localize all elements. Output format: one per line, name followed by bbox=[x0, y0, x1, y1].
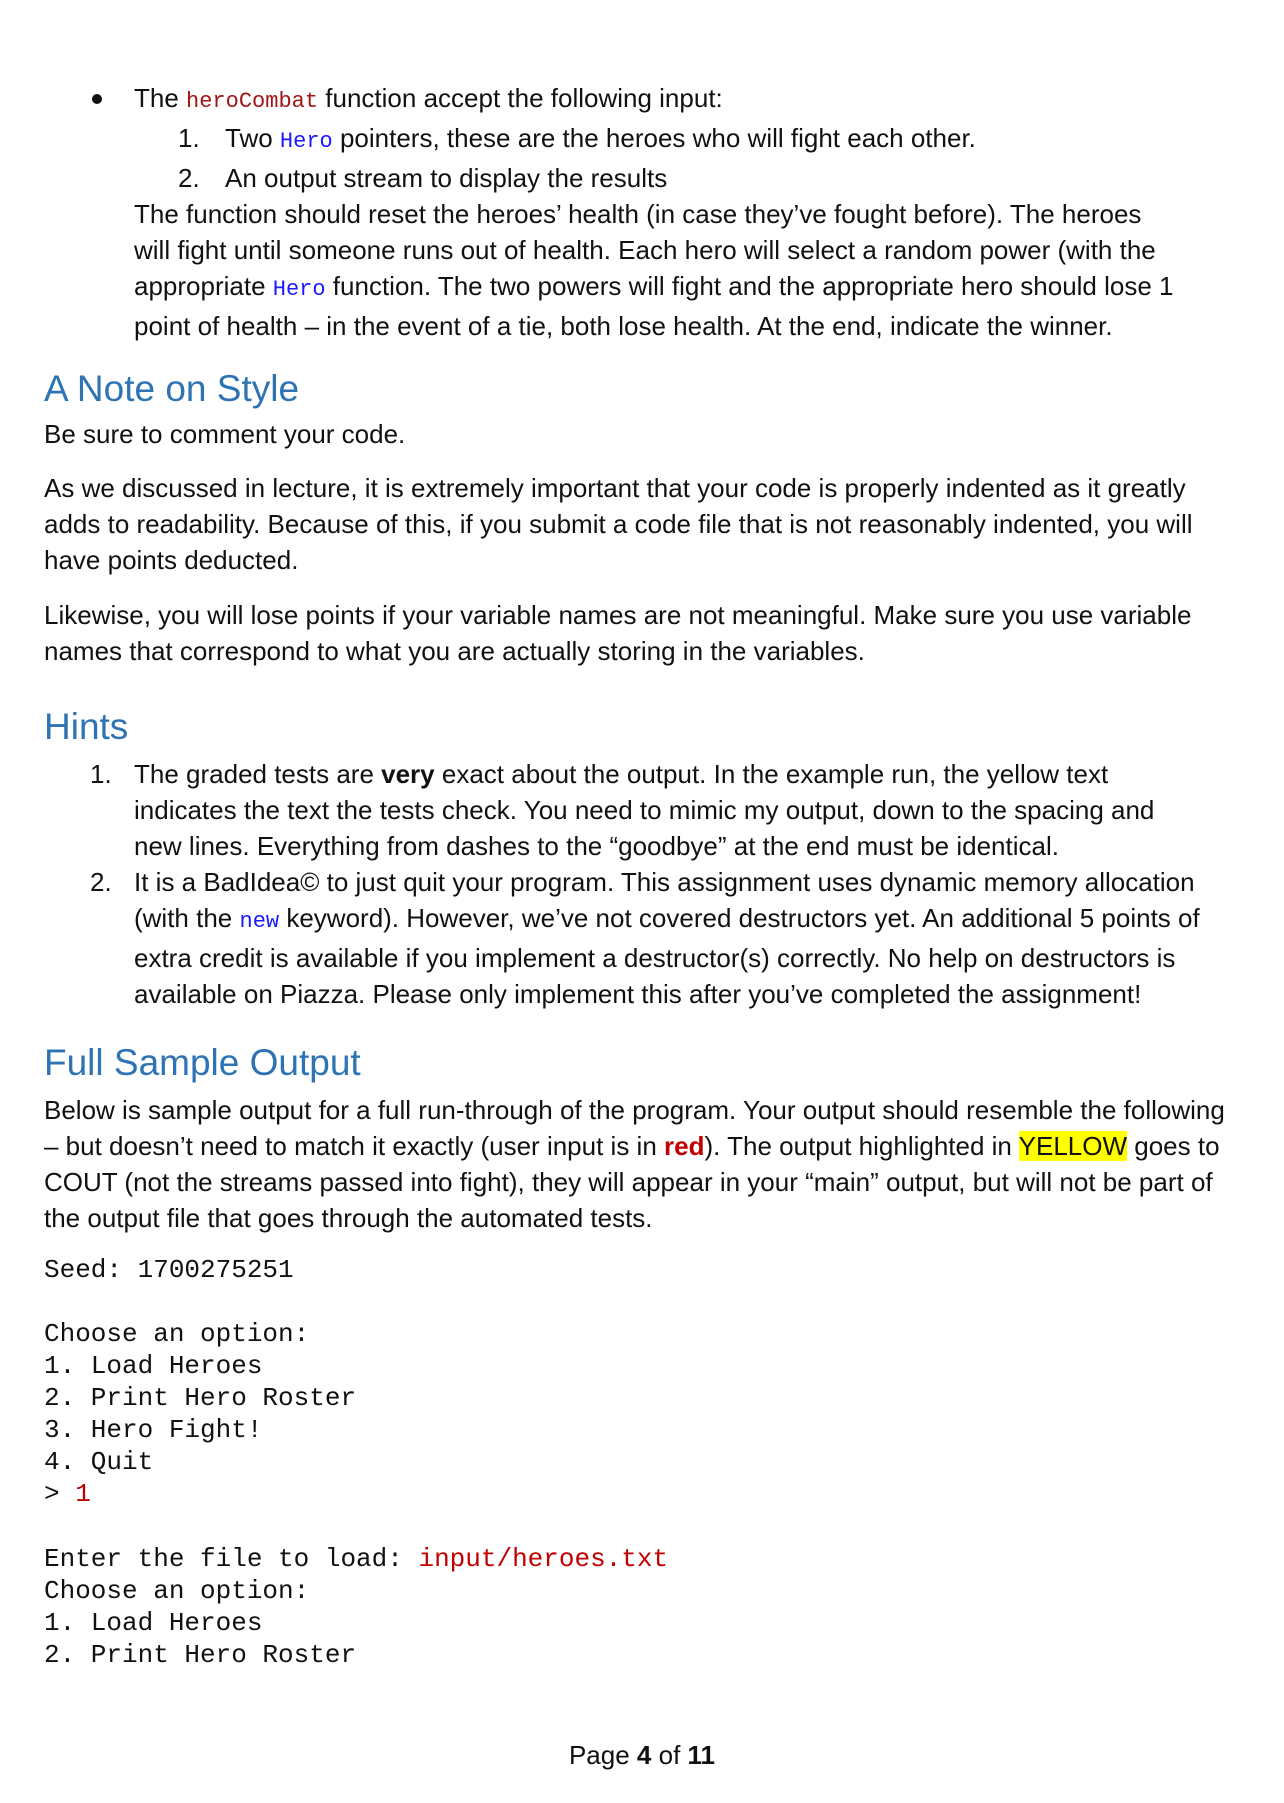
list-item: 1. The graded tests are very exact about the output. In the example run, the yellow text indicates the text the tests check. You need to mimic my output, down to the spacing and new lines. Everything from dashes to the “goodbye” at the end must be identical. bbox=[90, 759, 1155, 861]
style-paragraph-1: Be sure to comment your code. bbox=[44, 419, 406, 449]
console-seed: Seed: 1700275251 bbox=[44, 1255, 294, 1285]
style-paragraph-3: Likewise, you will lose points if your variable names are not meaningful. Make sure you use variable names that correspond to what you are actually storing in the variables. bbox=[44, 600, 1192, 666]
console-load: Enter the file to load: input/heroes.txt Choose an option: 1. Load Heroes 2. Print Hero Roster bbox=[44, 1544, 669, 1670]
page-footer: Page 4 of 11 bbox=[568, 1740, 716, 1770]
bullet-line: The heroCombat function accept the following input: bbox=[134, 83, 723, 114]
user-input: input/heroes.txt bbox=[418, 1544, 669, 1574]
hints-heading: Hints bbox=[44, 706, 129, 747]
hints-list bbox=[44, 756, 1204, 1012]
sample-heading: Full Sample Output bbox=[44, 1042, 361, 1083]
style-paragraph-2: As we discussed in lecture, it is extremely important that your code is properly indented as it greatly adds to readability. Because of this, if you submit a code file that is not reasonably indented, you will have points deducted. bbox=[44, 473, 1193, 575]
sample-paragraph: Below is sample output for a full run-through of the program. Your output should resemble the following – but doesn’t need to match it exactly (user input is in red). The output highlighted in YELLOW goes to COUT (not the streams passed into fight), they will appear in your “main” output, but will not be part of the output file that goes through the automated tests. bbox=[44, 1095, 1225, 1233]
list-item: 1. Two Hero pointers, these are the heroes who will fight each other. bbox=[178, 123, 976, 154]
bullet-icon bbox=[92, 94, 102, 104]
list-item: 2. An output stream to display the results bbox=[178, 163, 668, 193]
function-name: heroCombat bbox=[186, 89, 319, 114]
input-list bbox=[134, 120, 1184, 196]
bullet-block bbox=[134, 80, 1184, 344]
console-menu: Choose an option: 1. Load Heroes 2. Print Hero Roster 3. Hero Fight! 4. Quit > 1 bbox=[44, 1319, 357, 1509]
list-item: 2. It is a BadIdea© to just quit your program. This assignment uses dynamic memory allocation (with the new keyword). However, we’ve not covered destructors yet. An additional 5 points of extra credit is available if you implement a destructor(s) correctly. No help on destructors is available on Piazza. Please only implement this after you’ve completed the assignment! bbox=[90, 867, 1200, 1009]
user-input: 1 bbox=[75, 1479, 91, 1509]
style-heading: A Note on Style bbox=[44, 368, 300, 409]
bullet-paragraph: The function should reset the heroes’ health (in case they’ve fought before). The heroes will fight until someone runs out of health. Each hero will select a random power (with the appropriate Hero function. The two powers will fight and the appropriate hero should lose 1 point of health – in the event of a tie, both lose health. At the end, indicate the winner. bbox=[134, 199, 1174, 341]
